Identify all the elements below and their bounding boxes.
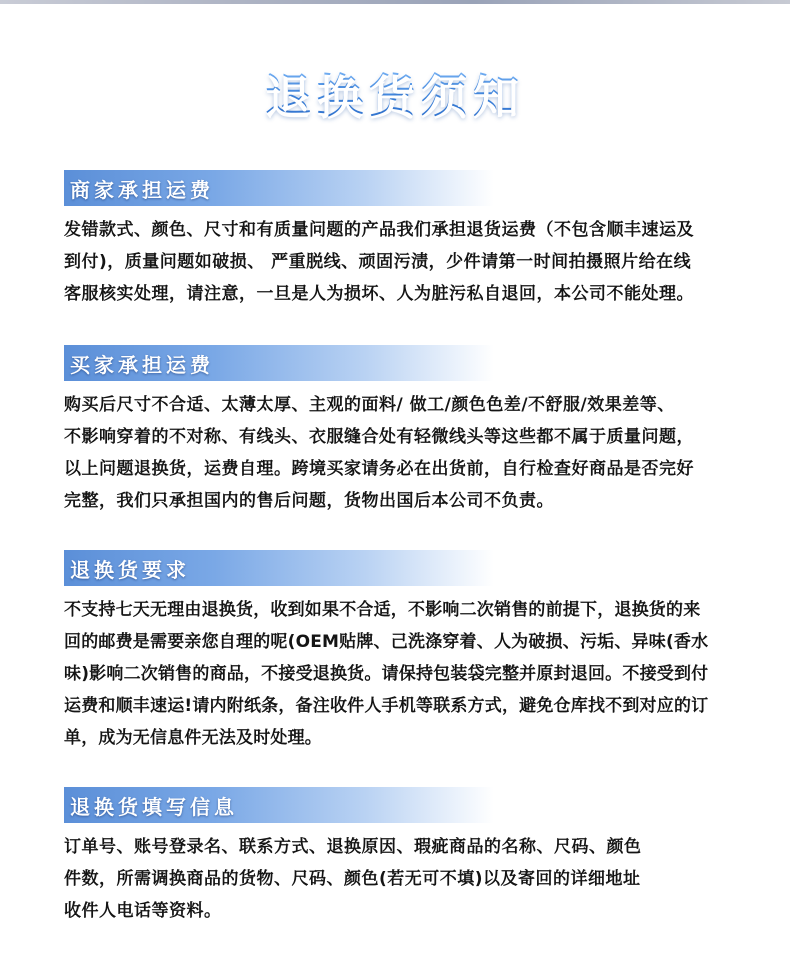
body-line: 味)影响二次销售的商品，不接受退换货。请保持包装袋完整并原封退回。不接受到付 [64, 664, 709, 684]
top-decor-strip [0, 0, 790, 4]
body-line: 到付)，质量问题如破损、 严重脱线、顽固污渍，少件请第一时间拍摄照片给在线 [64, 252, 692, 272]
section-return-info [64, 787, 764, 927]
section-header [64, 550, 494, 586]
body-line: 完整，我们只承担国内的售后问题，货物出国后本公司不负责。 [64, 491, 554, 511]
body-line: 发错款式、颜色、尺寸和有质量问题的产品我们承担退货运费（不包含顺丰速运及 [64, 220, 694, 240]
section-header [64, 787, 494, 823]
body-line: 购买后尺寸不合适、太薄太厚、主观的面料/ 做工/颜色色差/不舒服/效果差等、 [64, 395, 675, 415]
body-line: 回的邮费是需要亲您自理的呢(OEM贴牌、己洗涤穿着、人为破损、污垢、异味(香水 [64, 632, 709, 652]
section-heading: 退换货要求 [70, 557, 190, 582]
section-body [64, 831, 764, 927]
section-return-requirements [64, 550, 764, 754]
body-line: 收件人电话等资料。 [64, 901, 222, 921]
section-body [64, 389, 764, 517]
body-line: 不影响穿着的不对称、有线头、衣服缝合处有轻微线头等这些都不属于质量问题， [64, 427, 694, 447]
section-seller-pays-shipping [64, 170, 764, 310]
section-body [64, 594, 764, 754]
body-line: 客服核实处理，请注意，一旦是人为损坏、人为脏污私自退回，本公司不能处理。 [64, 284, 694, 304]
section-header [64, 345, 494, 381]
body-line: 件数，所需调换商品的货物、尺码、颜色(若无可不填)以及寄回的详细地址 [64, 869, 641, 889]
body-line: 以上问题退换货，运费自理。跨境买家请务必在出货前，自行检查好商品是否完好 [64, 459, 694, 479]
section-body [64, 214, 764, 310]
section-heading: 退换货填写信息 [70, 794, 238, 819]
body-line: 单，成为无信息件无法及时处理。 [64, 728, 322, 748]
body-line: 运费和顺丰速运!请内附纸条，备注收件人手机等联系方式，避免仓库找不到对应的订 [64, 696, 709, 716]
section-heading: 买家承担运费 [70, 352, 214, 377]
body-line: 不支持七天无理由退换货，收到如果不合适，不影响二次销售的前提下，退换货的来 [64, 600, 701, 620]
body-line: 订单号、账号登录名、联系方式、退换原因、瑕疵商品的名称、尺码、颜色 [64, 837, 642, 857]
section-header [64, 170, 494, 206]
section-heading: 商家承担运费 [70, 177, 214, 202]
section-buyer-pays-shipping [64, 345, 764, 517]
page-title: 退换货须知 [0, 60, 790, 126]
